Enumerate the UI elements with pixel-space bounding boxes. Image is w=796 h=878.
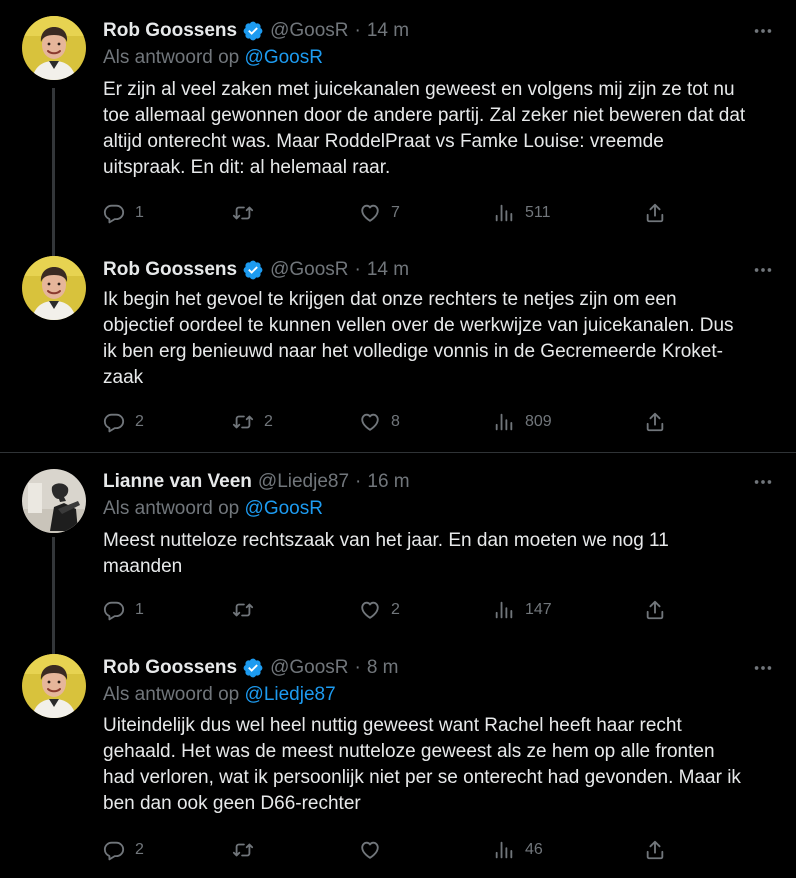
thread-line (52, 88, 55, 246)
share-icon (644, 839, 666, 861)
reply-icon (103, 599, 125, 621)
tweet[interactable] (0, 246, 796, 452)
reply-icon (103, 411, 125, 433)
reply-prefix: Als antwoord op (103, 498, 245, 519)
retweet-button[interactable] (232, 408, 273, 436)
tweet-text: Uiteindelijk dus wel heel nuttig geweest want Rachel heeft haar recht gehaald. Het was de meest nutteloze geweest als ze hem op alle fronten had verloren, wat ik persoonlijk niet per se onterecht had gevonden. Maar ik ben dan ook geen D66-rechter (103, 715, 741, 814)
retweet-icon (232, 202, 254, 224)
retweet-count: 2 (264, 413, 273, 430)
tweet-text: Meest nutteloze rechtszaak van het jaar. En dan moeten we nog 11 maanden (103, 530, 669, 577)
reply-icon (103, 839, 125, 861)
author-handle[interactable]: @Liedje87 (257, 471, 350, 492)
like-count: 2 (391, 601, 400, 618)
views-button[interactable] (493, 836, 543, 864)
like-count: 8 (391, 413, 400, 430)
reply-count: 1 (135, 204, 144, 221)
reply-count: 2 (135, 841, 144, 858)
tweet-text: Er zijn al veel zaken met juicekanalen geweest en volgens mij zijn ze tot nu toe allemaal gewonnen door de andere partij. Zal zeker niet beweren dat dat altijd onterecht was. Maar RoddelPraat vs Famke Louise: vreemde uitspraak. En dit: al helemaal raar. (103, 79, 746, 178)
verified-badge-icon (242, 259, 264, 281)
avatar[interactable] (22, 469, 86, 533)
verified-badge-icon (242, 657, 264, 679)
reply-button[interactable] (103, 408, 144, 436)
reply-prefix: Als antwoord op (103, 684, 245, 705)
author-name[interactable]: Rob Goossens (103, 657, 238, 678)
reply-button[interactable] (103, 596, 144, 624)
timestamp[interactable]: 16 m (367, 471, 410, 492)
reply-prefix: Als antwoord op (103, 47, 245, 68)
reply-button[interactable] (103, 836, 144, 864)
more-icon[interactable] (752, 259, 774, 281)
retweet-button[interactable] (232, 596, 264, 624)
avatar[interactable] (22, 16, 86, 80)
views-icon (493, 411, 515, 433)
author-name[interactable]: Rob Goossens (103, 20, 238, 41)
tweet-text: Ik begin het gevoel te krijgen dat onze rechters te netjes zijn om een objectief oordeel te kunnen vellen over de werkwijze van juicekanalen. Dus ik ben erg benieuwd naar het volledige vonnis in de Gecremeerde Kroket- zaak (103, 289, 734, 388)
timestamp[interactable]: 14 m (366, 20, 410, 41)
like-button[interactable] (359, 408, 400, 436)
tweet[interactable] (0, 646, 796, 878)
timestamp[interactable]: 14 m (366, 259, 410, 280)
retweet-button[interactable] (232, 836, 264, 864)
reply-mention-link[interactable]: @GoosR (244, 498, 323, 519)
views-icon (493, 599, 515, 621)
reply-mention-link[interactable]: @GoosR (244, 47, 323, 68)
author-handle[interactable]: @GoosR (270, 657, 349, 678)
like-button[interactable] (359, 836, 391, 864)
views-button[interactable] (493, 408, 552, 436)
view-count: 809 (525, 413, 552, 430)
views-icon (493, 839, 515, 861)
retweet-icon (232, 599, 254, 621)
tweet-header (103, 469, 410, 495)
tweet[interactable] (0, 0, 796, 246)
separator-dot: · (354, 657, 361, 678)
verified-badge-icon (242, 20, 264, 42)
retweet-button[interactable] (232, 199, 264, 227)
tweet-header (103, 257, 409, 283)
like-button[interactable] (359, 199, 400, 227)
tweet[interactable] (0, 453, 796, 646)
avatar[interactable] (22, 256, 86, 320)
share-icon (644, 202, 666, 224)
share-button[interactable] (644, 836, 666, 864)
like-icon (359, 839, 381, 861)
like-icon (359, 599, 381, 621)
thread-line (52, 537, 55, 646)
reply-count: 2 (135, 413, 144, 430)
views-icon (493, 202, 515, 224)
reply-context (103, 684, 336, 710)
reply-count: 1 (135, 601, 144, 618)
like-icon (359, 202, 381, 224)
like-icon (359, 411, 381, 433)
reply-context (103, 498, 323, 524)
reply-context (103, 47, 323, 73)
share-icon (644, 599, 666, 621)
timestamp[interactable]: 8 m (366, 657, 399, 678)
tweet-header (103, 18, 409, 44)
reply-button[interactable] (103, 199, 144, 227)
author-handle[interactable]: @GoosR (270, 259, 349, 280)
like-count: 7 (391, 204, 400, 221)
author-handle[interactable]: @GoosR (270, 20, 349, 41)
separator-dot: · (355, 471, 362, 492)
share-button[interactable] (644, 596, 666, 624)
retweet-icon (232, 839, 254, 861)
tweet-header (103, 655, 399, 681)
like-button[interactable] (359, 596, 400, 624)
view-count: 46 (525, 841, 543, 858)
share-icon (644, 411, 666, 433)
more-icon[interactable] (752, 657, 774, 679)
retweet-icon (232, 411, 254, 433)
reply-mention-link[interactable]: @Liedje87 (244, 684, 336, 705)
author-name[interactable]: Lianne van Veen (103, 471, 252, 492)
share-button[interactable] (644, 408, 666, 436)
thread-line (52, 646, 55, 654)
view-count: 511 (525, 204, 551, 221)
reply-icon (103, 202, 125, 224)
thread-line (52, 246, 55, 256)
share-button[interactable] (644, 199, 666, 227)
views-button[interactable] (493, 596, 552, 624)
separator-dot: · (354, 20, 361, 41)
separator-dot: · (354, 259, 361, 280)
more-icon[interactable] (752, 20, 774, 42)
avatar[interactable] (22, 654, 86, 718)
more-icon[interactable] (752, 471, 774, 493)
views-button[interactable] (493, 199, 551, 227)
view-count: 147 (525, 601, 552, 618)
author-name[interactable]: Rob Goossens (103, 259, 238, 280)
